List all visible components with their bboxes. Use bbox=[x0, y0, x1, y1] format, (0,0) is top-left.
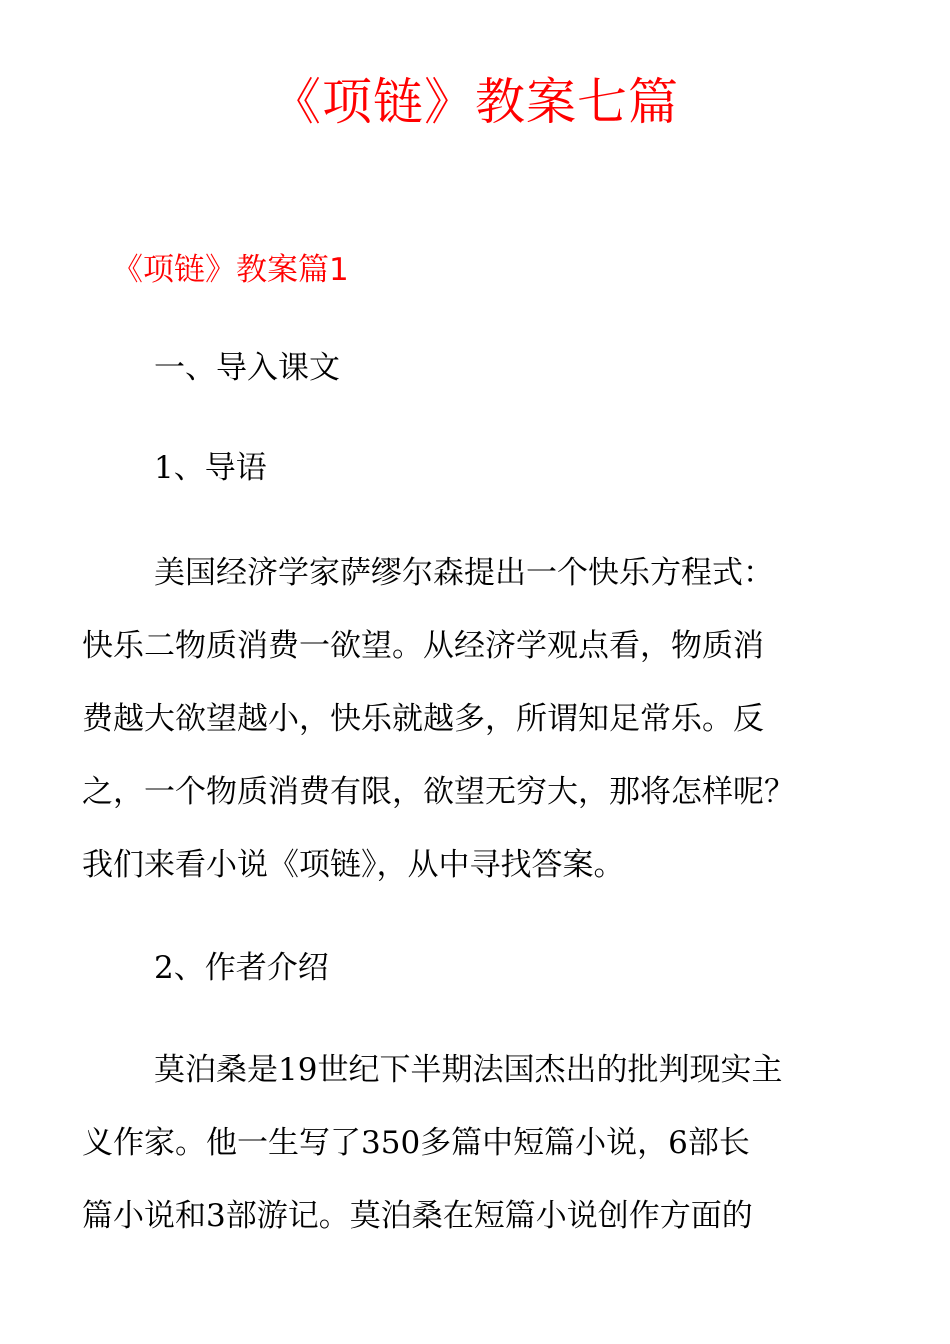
heading-import-text: 一、导入课文 bbox=[154, 350, 340, 386]
section-title: 《项链》教案篇1 bbox=[112, 252, 349, 288]
paragraph-line: 之，一个物质消费有限，欲望无穷大，那将怎样呢？ bbox=[82, 774, 795, 810]
paragraph-line: 莫泊桑是19世纪下半期法国杰出的批判现实主 bbox=[154, 1052, 783, 1088]
paragraph-line: 快乐二物质消费一欲望。从经济学观点看，物质消 bbox=[82, 628, 764, 664]
paragraph-author bbox=[82, 1034, 872, 1253]
paragraph-line: 篇小说和3部游记。莫泊桑在短篇小说创作方面的 bbox=[82, 1198, 753, 1234]
paragraph-line: 我们来看小说《项链》，从中寻找答案。 bbox=[82, 847, 625, 883]
heading-introduction: 1、导语 bbox=[154, 450, 267, 486]
paragraph-introduction bbox=[82, 537, 872, 902]
paragraph-line: 美国经济学家萨缪尔森提出一个快乐方程式： bbox=[154, 555, 774, 591]
paragraph-line: 费越大欲望越小，快乐就越多，所谓知足常乐。反 bbox=[82, 701, 764, 737]
heading-author: 2、作者介绍 bbox=[154, 950, 329, 986]
document-title: 《项链》教案七篇 bbox=[271, 73, 679, 131]
paragraph-line: 义作家。他一生写了350多篇中短篇小说，6部长 bbox=[82, 1125, 750, 1161]
